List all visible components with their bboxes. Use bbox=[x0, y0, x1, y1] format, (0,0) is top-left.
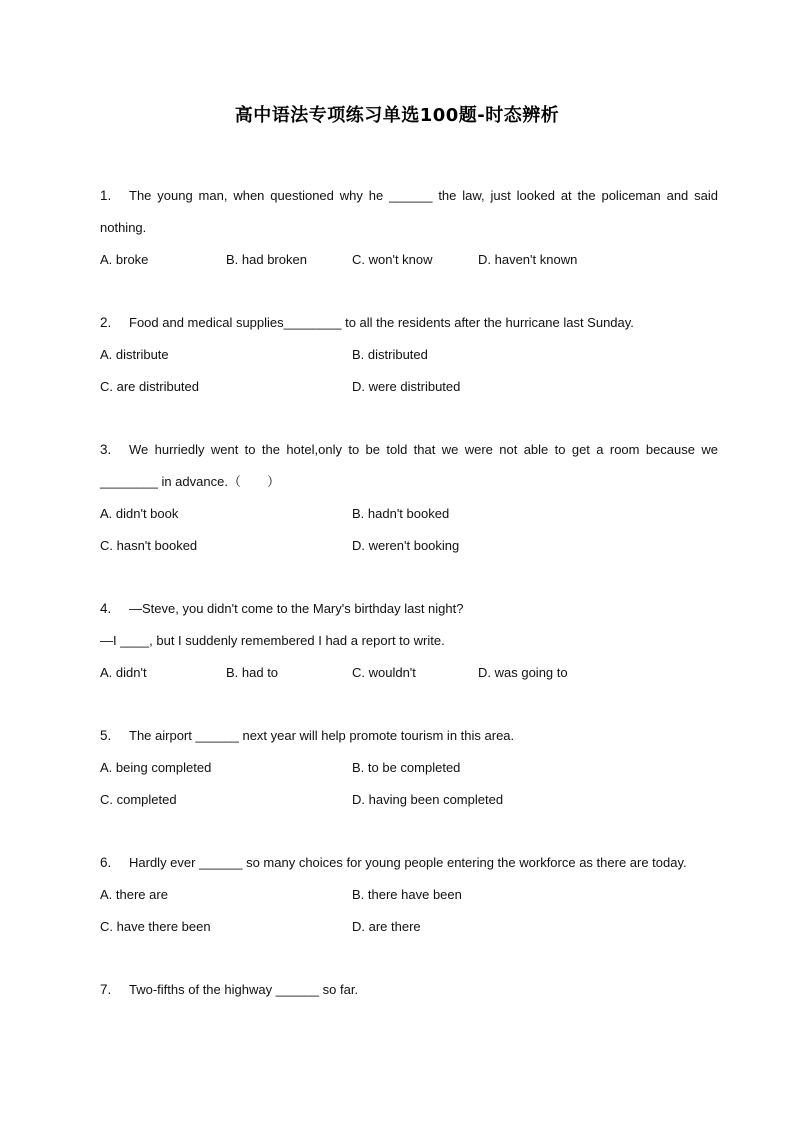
question-stem-line bbox=[100, 974, 718, 1006]
question-text: The young man, when questioned why he ______ the law, just looked at the policeman and said bbox=[129, 188, 718, 203]
question-stem-line bbox=[100, 847, 718, 879]
question-5 bbox=[100, 720, 718, 816]
options-row bbox=[100, 371, 718, 403]
option-b: B. hadn't booked bbox=[352, 506, 450, 521]
option-a: A. distribute bbox=[100, 347, 169, 362]
option-a: A. being completed bbox=[100, 760, 212, 775]
option-b: B. there have been bbox=[352, 887, 462, 902]
question-text: We hurriedly went to the hotel,only to be told that we were not able to get a room because we bbox=[129, 442, 718, 457]
question-number: 6. bbox=[100, 855, 112, 870]
option-b: B. had broken bbox=[226, 252, 307, 267]
question-stem-line bbox=[100, 212, 718, 244]
options-row bbox=[100, 911, 718, 943]
option-d: D. weren't booking bbox=[352, 538, 460, 553]
option-b: B. distributed bbox=[352, 347, 428, 362]
question-number: 1. bbox=[100, 188, 112, 203]
question-1 bbox=[100, 180, 718, 276]
option-c: C. hasn't booked bbox=[100, 538, 198, 553]
option-d: D. having been completed bbox=[352, 792, 504, 807]
question-4 bbox=[100, 593, 718, 689]
question-number: 5. bbox=[100, 728, 112, 743]
option-c: C. completed bbox=[100, 792, 177, 807]
option-d: D. were distributed bbox=[352, 379, 461, 394]
options-row bbox=[100, 498, 718, 530]
option-d: D. haven't known bbox=[478, 252, 578, 267]
question-number: 7. bbox=[100, 982, 112, 997]
question-stem-line bbox=[100, 180, 718, 212]
question-number: 4. bbox=[100, 601, 112, 616]
option-b: B. to be completed bbox=[352, 760, 461, 775]
options-row bbox=[100, 752, 718, 784]
option-a: A. didn't bbox=[100, 665, 147, 680]
options-row bbox=[100, 784, 718, 816]
option-d: D. are there bbox=[352, 919, 421, 934]
question-text: ________ in advance.（ ） bbox=[100, 474, 280, 489]
option-c: C. wouldn't bbox=[352, 665, 416, 680]
question-stem-line bbox=[100, 720, 718, 752]
question-number: 2. bbox=[100, 315, 112, 330]
options-row bbox=[100, 244, 718, 276]
question-text: The airport ______ next year will help promote tourism in this area. bbox=[129, 728, 515, 743]
options-row bbox=[100, 879, 718, 911]
question-stem-line bbox=[100, 593, 718, 625]
question-list bbox=[100, 180, 718, 1037]
question-7 bbox=[100, 974, 718, 1006]
options-row bbox=[100, 339, 718, 371]
question-text: —Steve, you didn't come to the Mary's birthday last night? bbox=[129, 601, 464, 616]
option-d: D. was going to bbox=[478, 665, 568, 680]
option-c: C. are distributed bbox=[100, 379, 199, 394]
option-a: A. broke bbox=[100, 252, 149, 267]
question-text: Food and medical supplies________ to all the residents after the hurricane last Sunday. bbox=[129, 315, 634, 330]
question-2 bbox=[100, 307, 718, 403]
options-row bbox=[100, 657, 718, 689]
option-a: A. there are bbox=[100, 887, 168, 902]
question-text: —I ____, but I suddenly remembered I had a report to write. bbox=[100, 633, 445, 648]
question-3 bbox=[100, 434, 718, 562]
options-row bbox=[100, 530, 718, 562]
question-stem-line bbox=[100, 434, 718, 466]
option-a: A. didn't book bbox=[100, 506, 179, 521]
question-text: Hardly ever ______ so many choices for young people entering the workforce as there are today. bbox=[129, 855, 687, 870]
question-stem-line bbox=[100, 307, 718, 339]
question-text: nothing. bbox=[100, 220, 147, 235]
question-6 bbox=[100, 847, 718, 943]
option-c: C. won't know bbox=[352, 252, 433, 267]
document-title: 高中语法专项练习单选100题-时态辨析 bbox=[234, 105, 560, 126]
option-c: C. have there been bbox=[100, 919, 211, 934]
question-text: Two-fifths of the highway ______ so far. bbox=[129, 982, 359, 997]
question-stem-line bbox=[100, 466, 718, 498]
question-stem-line bbox=[100, 625, 718, 657]
question-number: 3. bbox=[100, 442, 112, 457]
option-b: B. had to bbox=[226, 665, 279, 680]
